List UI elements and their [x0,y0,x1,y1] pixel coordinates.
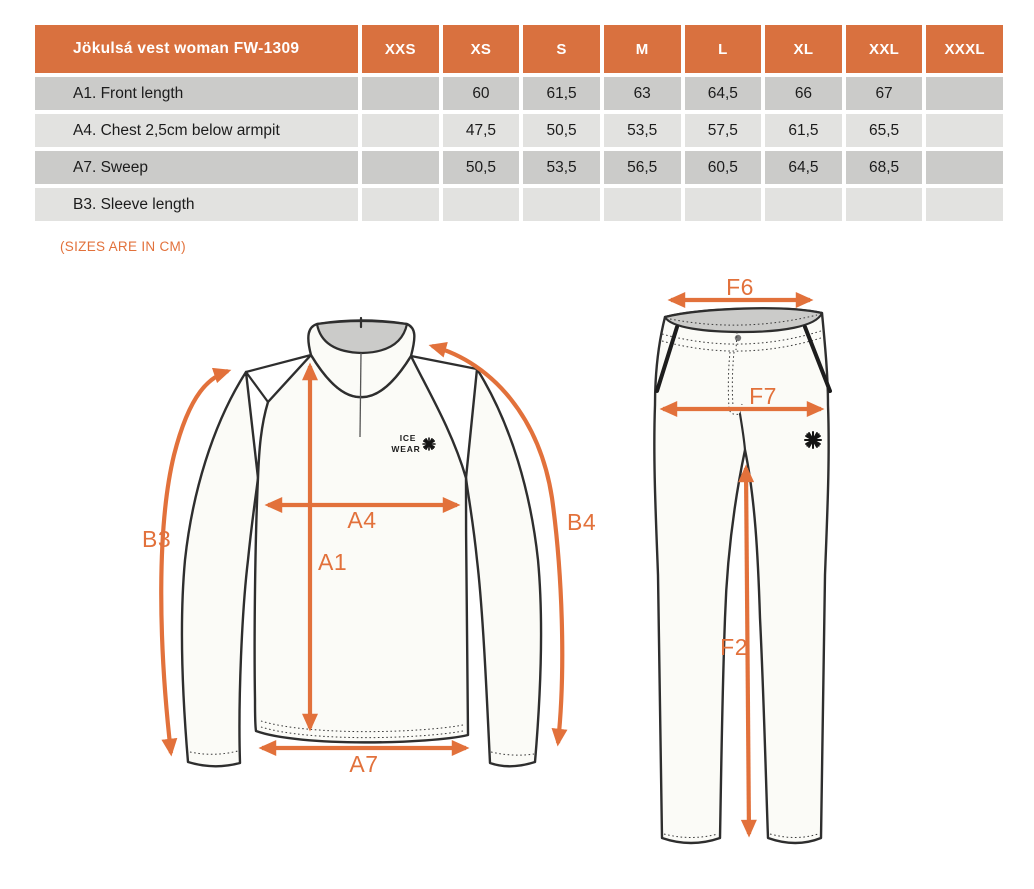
row-label: A7. Sweep [35,151,358,184]
size-cell: 60 [443,77,520,110]
size-cell: 50,5 [443,151,520,184]
size-cell: 67 [846,77,923,110]
product-title: Jökulsá vest woman FW-1309 [35,25,358,73]
shirt-diagram [142,318,596,777]
brand-logo-line2: WEAR [391,444,421,454]
col-header-s: S [523,25,600,73]
label-b4: B4 [567,509,597,535]
size-cell: 63 [604,77,681,110]
pants-body [654,308,828,843]
shirt-body [255,355,468,742]
label-f6: F6 [726,274,754,300]
size-cell: 53,5 [523,151,600,184]
size-cell: 66 [765,77,842,110]
size-cell: 61,5 [523,77,600,110]
label-f7: F7 [749,383,777,409]
col-header-m: M [604,25,681,73]
label-a1: A1 [318,549,348,575]
row-label: B3. Sleeve length [35,188,358,221]
col-header-l: L [685,25,762,73]
col-header-xl: XL [765,25,842,73]
shirt-left-sleeve [182,372,258,766]
label-b3: B3 [142,526,172,552]
col-header-xxl: XXL [846,25,923,73]
size-cell: 57,5 [685,114,762,147]
snowflake-icon [805,432,821,448]
label-a4: A4 [347,507,377,533]
col-header-xxxl: XXXL [926,25,1003,73]
size-cell: 53,5 [604,114,681,147]
col-header-xs: XS [443,25,520,73]
row-label: A4. Chest 2,5cm below armpit [35,114,358,147]
label-f2: F2 [720,634,748,660]
size-cell: 60,5 [685,151,762,184]
size-cell: 50,5 [523,114,600,147]
size-cell: 64,5 [765,151,842,184]
size-cell: 64,5 [685,77,762,110]
size-cell: 68,5 [846,151,923,184]
waist-button [735,335,741,341]
size-cell: 56,5 [604,151,681,184]
label-a7: A7 [349,751,379,777]
snowflake-icon [423,438,435,450]
brand-logo-line1: ICE [399,433,417,443]
size-cell: 61,5 [765,114,842,147]
units-note: (SIZES ARE IN CM) [60,239,186,254]
size-cell: 47,5 [443,114,520,147]
size-cell: 65,5 [846,114,923,147]
col-header-xxs: XXS [362,25,439,73]
row-label: A1. Front length [35,77,358,110]
pants-diagram [654,274,830,843]
